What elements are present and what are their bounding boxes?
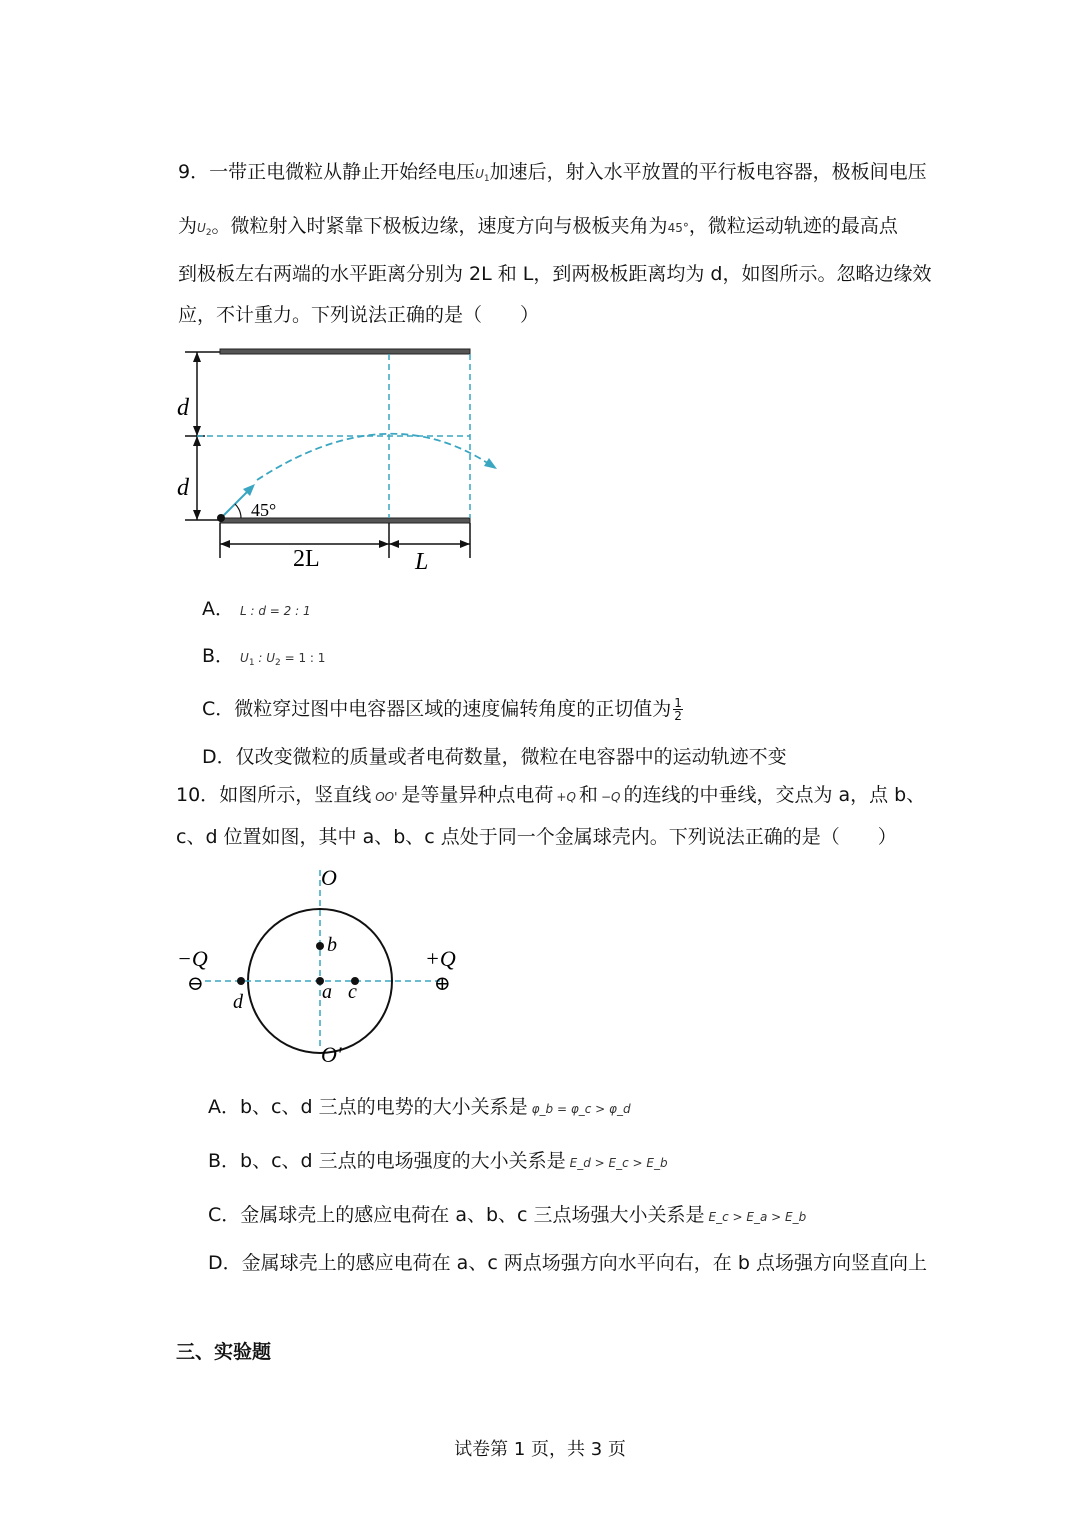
- q9-line-3: 到极板左右两端的水平距离分别为 2L 和 L，到两极板距离均为 d，如图所示。忽略边缘效: [178, 263, 932, 285]
- q9-line-1: 9．一带正电微粒从静止开始经电压$U_1$加速后，射入水平放置的平行板电容器，极板间电压: [178, 161, 927, 184]
- svg-text:b: b: [327, 934, 337, 956]
- u2-symbol: $U_2$: [197, 221, 212, 238]
- q9-option-b[interactable]: B． $U_1$ : $U_2 = 1$ : 1: [202, 645, 326, 668]
- o-prime-label: O': [321, 1042, 342, 1067]
- neg-charge-icon: ⊖: [187, 973, 204, 995]
- capacitor-figure: [175, 340, 515, 580]
- pos-charge-label: +Q: [425, 946, 456, 971]
- q10-option-b[interactable]: B．b、c、d 三点的电场强度的大小关系是 E_d > E_c > E_b: [208, 1150, 668, 1172]
- velocity-arrow: [223, 490, 249, 516]
- point-b: [316, 942, 324, 950]
- svg-text:d: d: [233, 991, 243, 1013]
- q9-line-2: 为$U_2$。微粒射入时紧靠下极板边缘，速度方向与极板夹角为45°，微粒运动轨迹的最高点: [178, 215, 898, 238]
- u1-symbol: $U_1$: [475, 167, 490, 184]
- d-label-top: d: [177, 395, 189, 421]
- particle-start: [217, 514, 225, 522]
- q10-option-a[interactable]: A．b、c、d 三点的电势的大小关系是 φ_b = φ_c > φ_d: [208, 1096, 631, 1118]
- two-l-label: 2L: [293, 546, 320, 572]
- neg-charge-label: −Q: [177, 946, 208, 971]
- q10-option-d[interactable]: D．金属球壳上的感应电荷在 a、c 两点场强方向水平向右，在 b 点场强方向竖直向上: [208, 1252, 927, 1274]
- svg-text:c: c: [348, 981, 357, 1003]
- q10-line-1: 10．如图所示，竖直线 OO' 是等量异种点电荷 +Q 和 −Q 的连线的中垂线，交点为 a，点 b、: [176, 784, 926, 806]
- q10-line-2: c、d 位置如图，其中 a、b、c 点处于同一个金属球壳内。下列说法正确的是（ ）: [176, 826, 897, 848]
- point-d: [237, 977, 245, 985]
- angle-label: 45°: [251, 500, 277, 520]
- metal-shell-figure: [175, 860, 475, 1070]
- o-label: O: [321, 865, 337, 890]
- angle-45: 45°: [667, 221, 689, 235]
- upper-plate: [220, 349, 470, 354]
- trajectory: [257, 434, 495, 480]
- d-label-bottom: d: [177, 475, 189, 501]
- q9-option-a[interactable]: A． L : d = 2 : 1: [202, 598, 311, 620]
- pos-charge-icon: ⊕: [434, 973, 451, 995]
- fraction-one-half: $\frac{1}{2}$: [674, 696, 682, 723]
- section-heading: 三、实验题: [176, 1341, 272, 1363]
- q9-line-4: 应，不计重力。下列说法正确的是（ ）: [178, 304, 540, 326]
- q9-option-d[interactable]: D．仅改变微粒的质量或者电荷数量，微粒在电容器中的运动轨迹不变: [202, 746, 787, 768]
- q10-option-c[interactable]: C．金属球壳上的感应电荷在 a、b、c 三点场强大小关系是 E_c > E_a > E_b: [208, 1204, 807, 1226]
- q9-option-c[interactable]: C．微粒穿过图中电容器区域的速度偏转角度的正切值为 $\frac{1}{2}$: [202, 696, 682, 723]
- page-footer: 试卷第 1 页，共 3 页: [454, 1439, 626, 1460]
- svg-text:a: a: [322, 981, 332, 1003]
- l-label: L: [415, 549, 429, 575]
